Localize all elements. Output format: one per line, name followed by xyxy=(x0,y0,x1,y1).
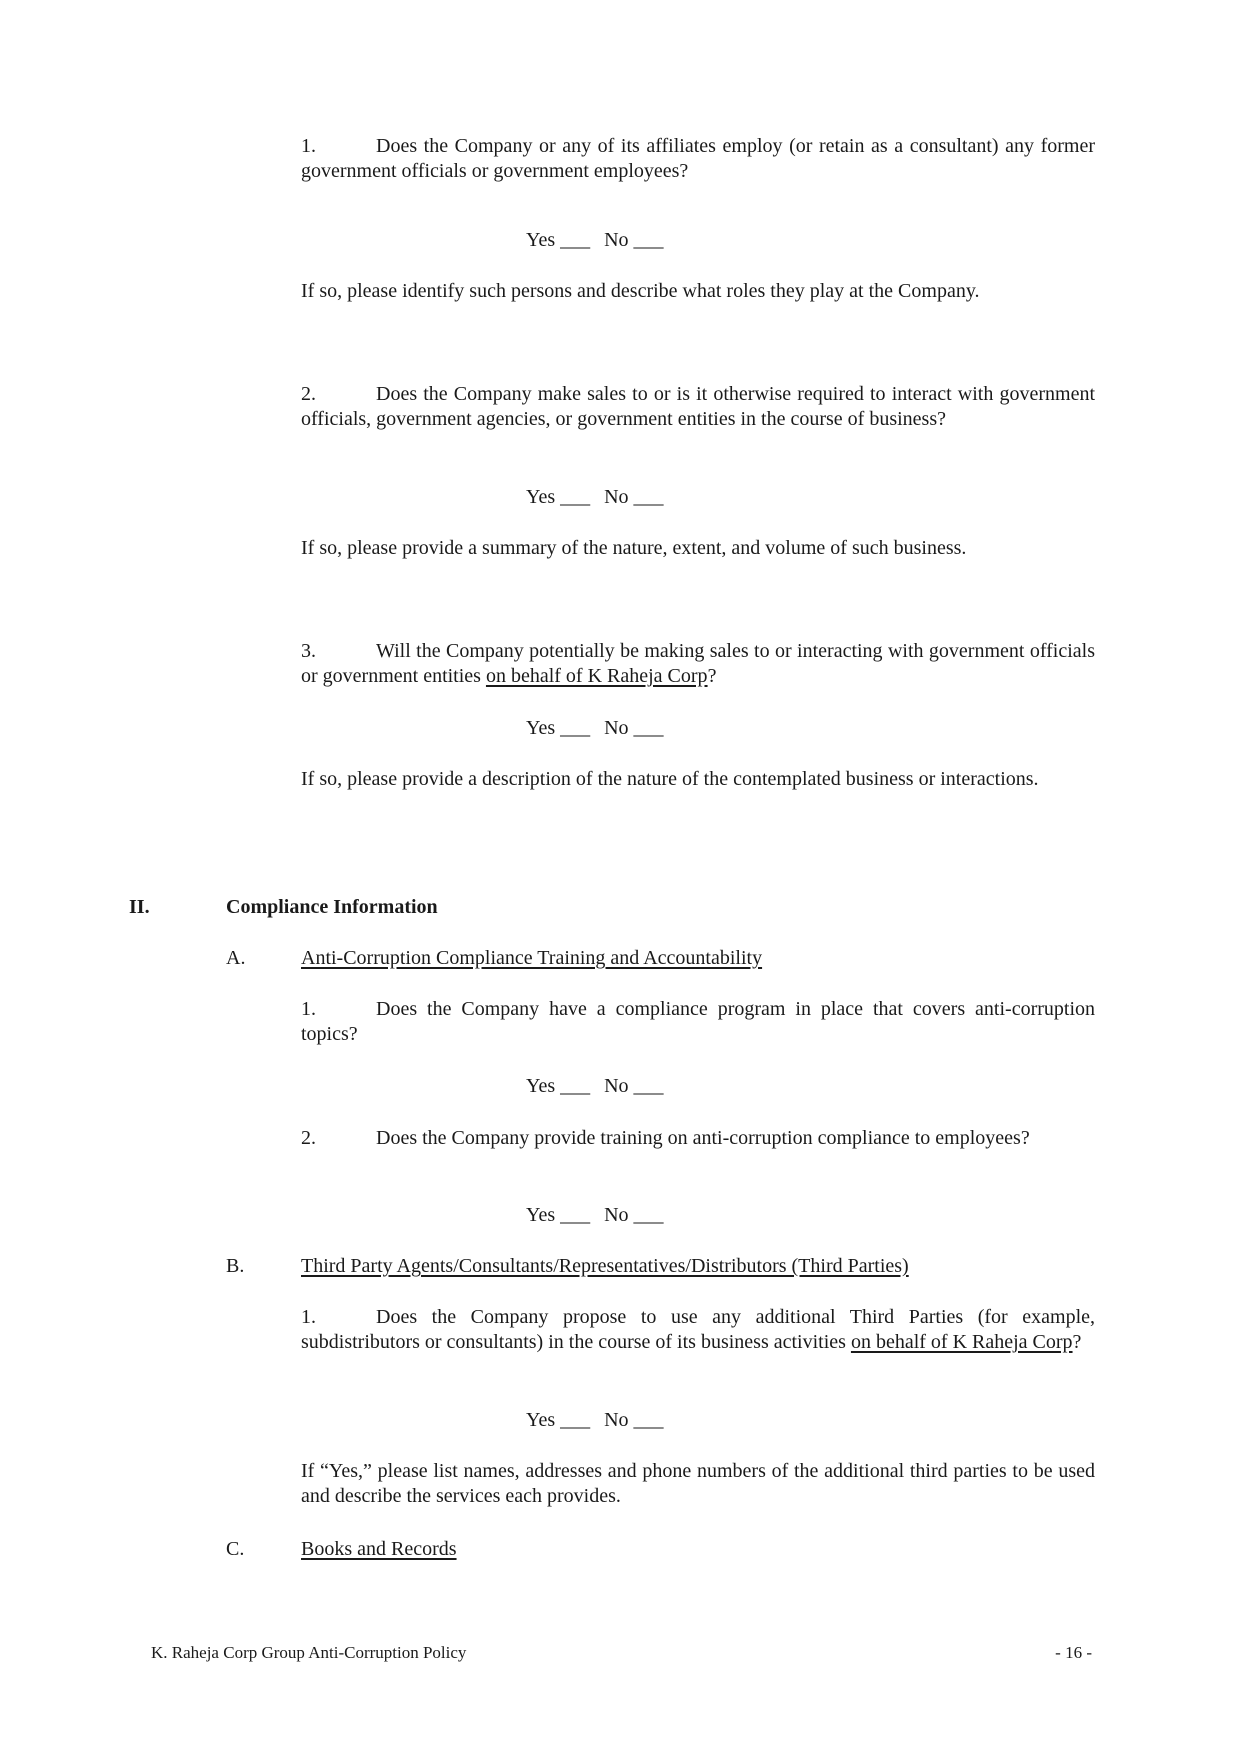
followup-text: If “Yes,” please list names, addresses and phone numbers of the additional third parties to be used and describe the services each provides. xyxy=(301,1460,1095,1507)
yes-blank: Yes ___ xyxy=(526,1075,591,1097)
no-blank: No ___ xyxy=(604,1409,664,1431)
yes-no-line xyxy=(526,1074,664,1099)
question-number: 3. xyxy=(301,640,316,662)
question-1 xyxy=(301,134,1095,184)
question-punctuation: ? xyxy=(707,665,717,687)
question-text: Does the Company make sales to or is it otherwise required to interact with government officials, government agencies, or government entities in the course of business? xyxy=(301,383,1095,430)
subsection-title xyxy=(301,1254,909,1279)
yes-no-line xyxy=(526,1408,664,1433)
subsection-title-text: Third Party Agents/Consultants/Representatives/Distributors (Third Parties) xyxy=(301,1255,909,1277)
yes-blank: Yes ___ xyxy=(526,486,591,508)
section-numeral: II. xyxy=(129,896,150,918)
underlined-reference: on behalf of K Raheja Corp xyxy=(485,665,708,687)
no-blank: No ___ xyxy=(604,229,664,251)
question-A1 xyxy=(301,997,1095,1047)
subsection-title-text: Books and Records xyxy=(301,1538,457,1560)
question-number: 1. xyxy=(301,1306,316,1328)
followup-text: If so, please provide a summary of the nature, extent, and volume of such business. xyxy=(301,537,967,559)
subsection-title xyxy=(301,1537,457,1562)
question-2 xyxy=(301,382,1095,432)
yes-no-line xyxy=(526,485,664,510)
followup-text: If so, please identify such persons and describe what roles they play at the Company. xyxy=(301,280,980,302)
question-text: Does the Company have a compliance program in place that covers anti-corruption topics? xyxy=(301,998,1095,1045)
page-number: - 16 - xyxy=(1055,1643,1092,1662)
followup-text: If so, please provide a description of the nature of the contemplated business or interactions. xyxy=(301,768,1039,790)
footer-title: K. Raheja Corp Group Anti-Corruption Policy xyxy=(151,1643,467,1662)
question-number: 2. xyxy=(301,1127,316,1149)
question-text: Will the Company potentially be making sales to or interacting with government officials or government entities xyxy=(301,640,1095,687)
question-B1 xyxy=(301,1305,1095,1355)
yes-blank: Yes ___ xyxy=(526,1204,591,1226)
question-text: Does the Company propose to use any additional Third Parties (for example, subdistributors or consultants) in the course of its business activities xyxy=(301,1306,1095,1353)
question-number: 1. xyxy=(301,135,316,157)
subsection-letter: C. xyxy=(226,1538,245,1560)
question-number: 2. xyxy=(301,383,316,405)
subsection-title xyxy=(301,946,762,971)
yes-no-line xyxy=(526,716,664,741)
no-blank: No ___ xyxy=(604,1204,664,1226)
subsection-title-text: Anti-Corruption Compliance Training and Accountability xyxy=(301,947,763,969)
question-text: Does the Company provide training on anti-corruption compliance to employees? xyxy=(376,1127,1030,1149)
question-punctuation: ? xyxy=(1072,1331,1082,1353)
subsection-letter: B. xyxy=(226,1255,245,1277)
question-number: 1. xyxy=(301,998,316,1020)
no-blank: No ___ xyxy=(604,486,664,508)
section-title: Compliance Information xyxy=(226,896,438,918)
yes-no-line xyxy=(526,1203,664,1228)
no-blank: No ___ xyxy=(604,1075,664,1097)
yes-blank: Yes ___ xyxy=(526,717,591,739)
question-text: Does the Company or any of its affiliates employ (or retain as a consultant) any former government officials or government employees? xyxy=(301,135,1095,182)
question-3 xyxy=(301,639,1095,689)
subsection-letter: A. xyxy=(226,947,246,969)
yes-blank: Yes ___ xyxy=(526,229,591,251)
no-blank: No ___ xyxy=(604,717,664,739)
yes-no-line xyxy=(526,228,664,253)
yes-blank: Yes ___ xyxy=(526,1409,591,1431)
underlined-reference: on behalf of K Raheja Corp xyxy=(850,1331,1073,1353)
question-A2 xyxy=(301,1126,1095,1151)
